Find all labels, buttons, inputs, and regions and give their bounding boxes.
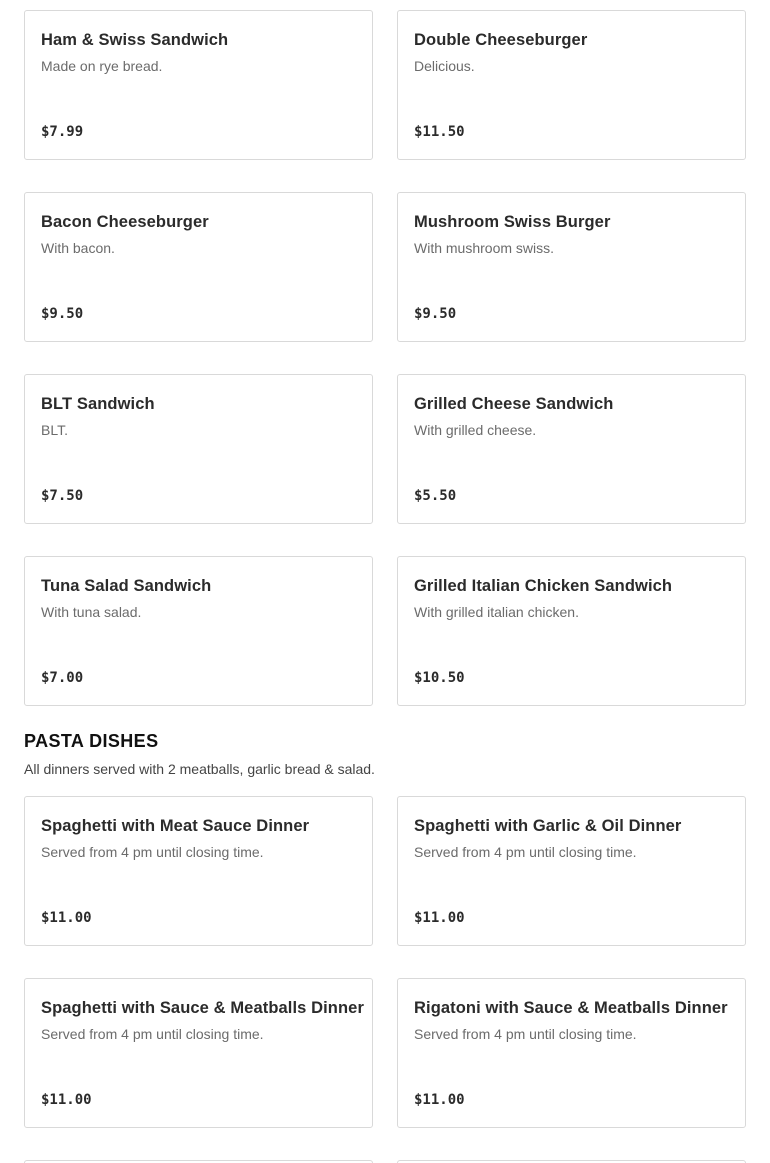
- menu-item-card[interactable]: [397, 556, 746, 706]
- menu-item-price: $11.50: [414, 124, 465, 140]
- menu-item-card[interactable]: [24, 374, 373, 524]
- menu-item-description: Served from 4 pm until closing time.: [414, 1026, 637, 1042]
- menu-item-name: Spaghetti with Garlic & Oil Dinner: [414, 817, 682, 835]
- menu-items-grid: [24, 10, 746, 706]
- menu-item-name: Ham & Swiss Sandwich: [41, 31, 229, 49]
- section-description: All dinners served with 2 meatballs, garlic bread & salad.: [24, 761, 375, 777]
- menu-item-card[interactable]: [397, 978, 746, 1128]
- menu-item-price: $11.00: [414, 1092, 465, 1108]
- menu-item-name: Tuna Salad Sandwich: [41, 577, 212, 595]
- menu-item-description: Delicious.: [414, 58, 475, 74]
- menu-item-card[interactable]: [24, 796, 373, 946]
- menu-item-price: $11.00: [414, 910, 465, 926]
- menu-item-name: Rigatoni with Sauce & Meatballs Dinner: [414, 999, 728, 1017]
- section-title: PASTA DISHES: [24, 731, 159, 751]
- pasta-items-grid: [24, 796, 746, 1128]
- menu-item-description: BLT.: [41, 422, 68, 438]
- menu-item-price: $5.50: [414, 488, 457, 504]
- menu-item-name: Bacon Cheeseburger: [41, 213, 209, 231]
- menu-item-name: BLT Sandwich: [41, 395, 155, 413]
- menu-item-price: $9.50: [41, 306, 84, 322]
- menu-item-description: With grilled cheese.: [414, 422, 537, 438]
- menu-item-description: Made on rye bread.: [41, 58, 163, 74]
- menu-item-card[interactable]: [397, 192, 746, 342]
- menu-item-name: Spaghetti with Sauce & Meatballs Dinner: [41, 999, 364, 1017]
- menu-item-description: With bacon.: [41, 240, 115, 256]
- menu-item-card[interactable]: [24, 192, 373, 342]
- menu-item-price: $7.99: [41, 124, 84, 140]
- menu-item-description: With tuna salad.: [41, 604, 142, 620]
- menu-item-price: $10.50: [414, 670, 465, 686]
- menu-item-description: Served from 4 pm until closing time.: [414, 844, 637, 860]
- menu-item-card[interactable]: [397, 374, 746, 524]
- menu-item-card[interactable]: [24, 10, 373, 160]
- menu-item-card[interactable]: [24, 556, 373, 706]
- menu-item-price: $9.50: [414, 306, 457, 322]
- menu-item-description: With grilled italian chicken.: [414, 604, 579, 620]
- menu-item-price: $11.00: [41, 1092, 92, 1108]
- menu-item-card[interactable]: [397, 796, 746, 946]
- menu-item-card[interactable]: [24, 978, 373, 1128]
- menu-item-card[interactable]: [397, 10, 746, 160]
- menu-item-price: $7.00: [41, 670, 84, 686]
- menu-item-description: Served from 4 pm until closing time.: [41, 1026, 264, 1042]
- menu-item-description: With mushroom swiss.: [414, 240, 555, 256]
- menu-item-name: Grilled Cheese Sandwich: [414, 395, 614, 413]
- menu-item-name: Grilled Italian Chicken Sandwich: [414, 577, 673, 595]
- menu-item-name: Mushroom Swiss Burger: [414, 213, 611, 231]
- menu-item-price: $11.00: [41, 910, 92, 926]
- menu-item-description: Served from 4 pm until closing time.: [41, 844, 264, 860]
- menu-item-name: Spaghetti with Meat Sauce Dinner: [41, 817, 310, 835]
- menu-item-name: Double Cheeseburger: [414, 31, 588, 49]
- menu-item-price: $7.50: [41, 488, 84, 504]
